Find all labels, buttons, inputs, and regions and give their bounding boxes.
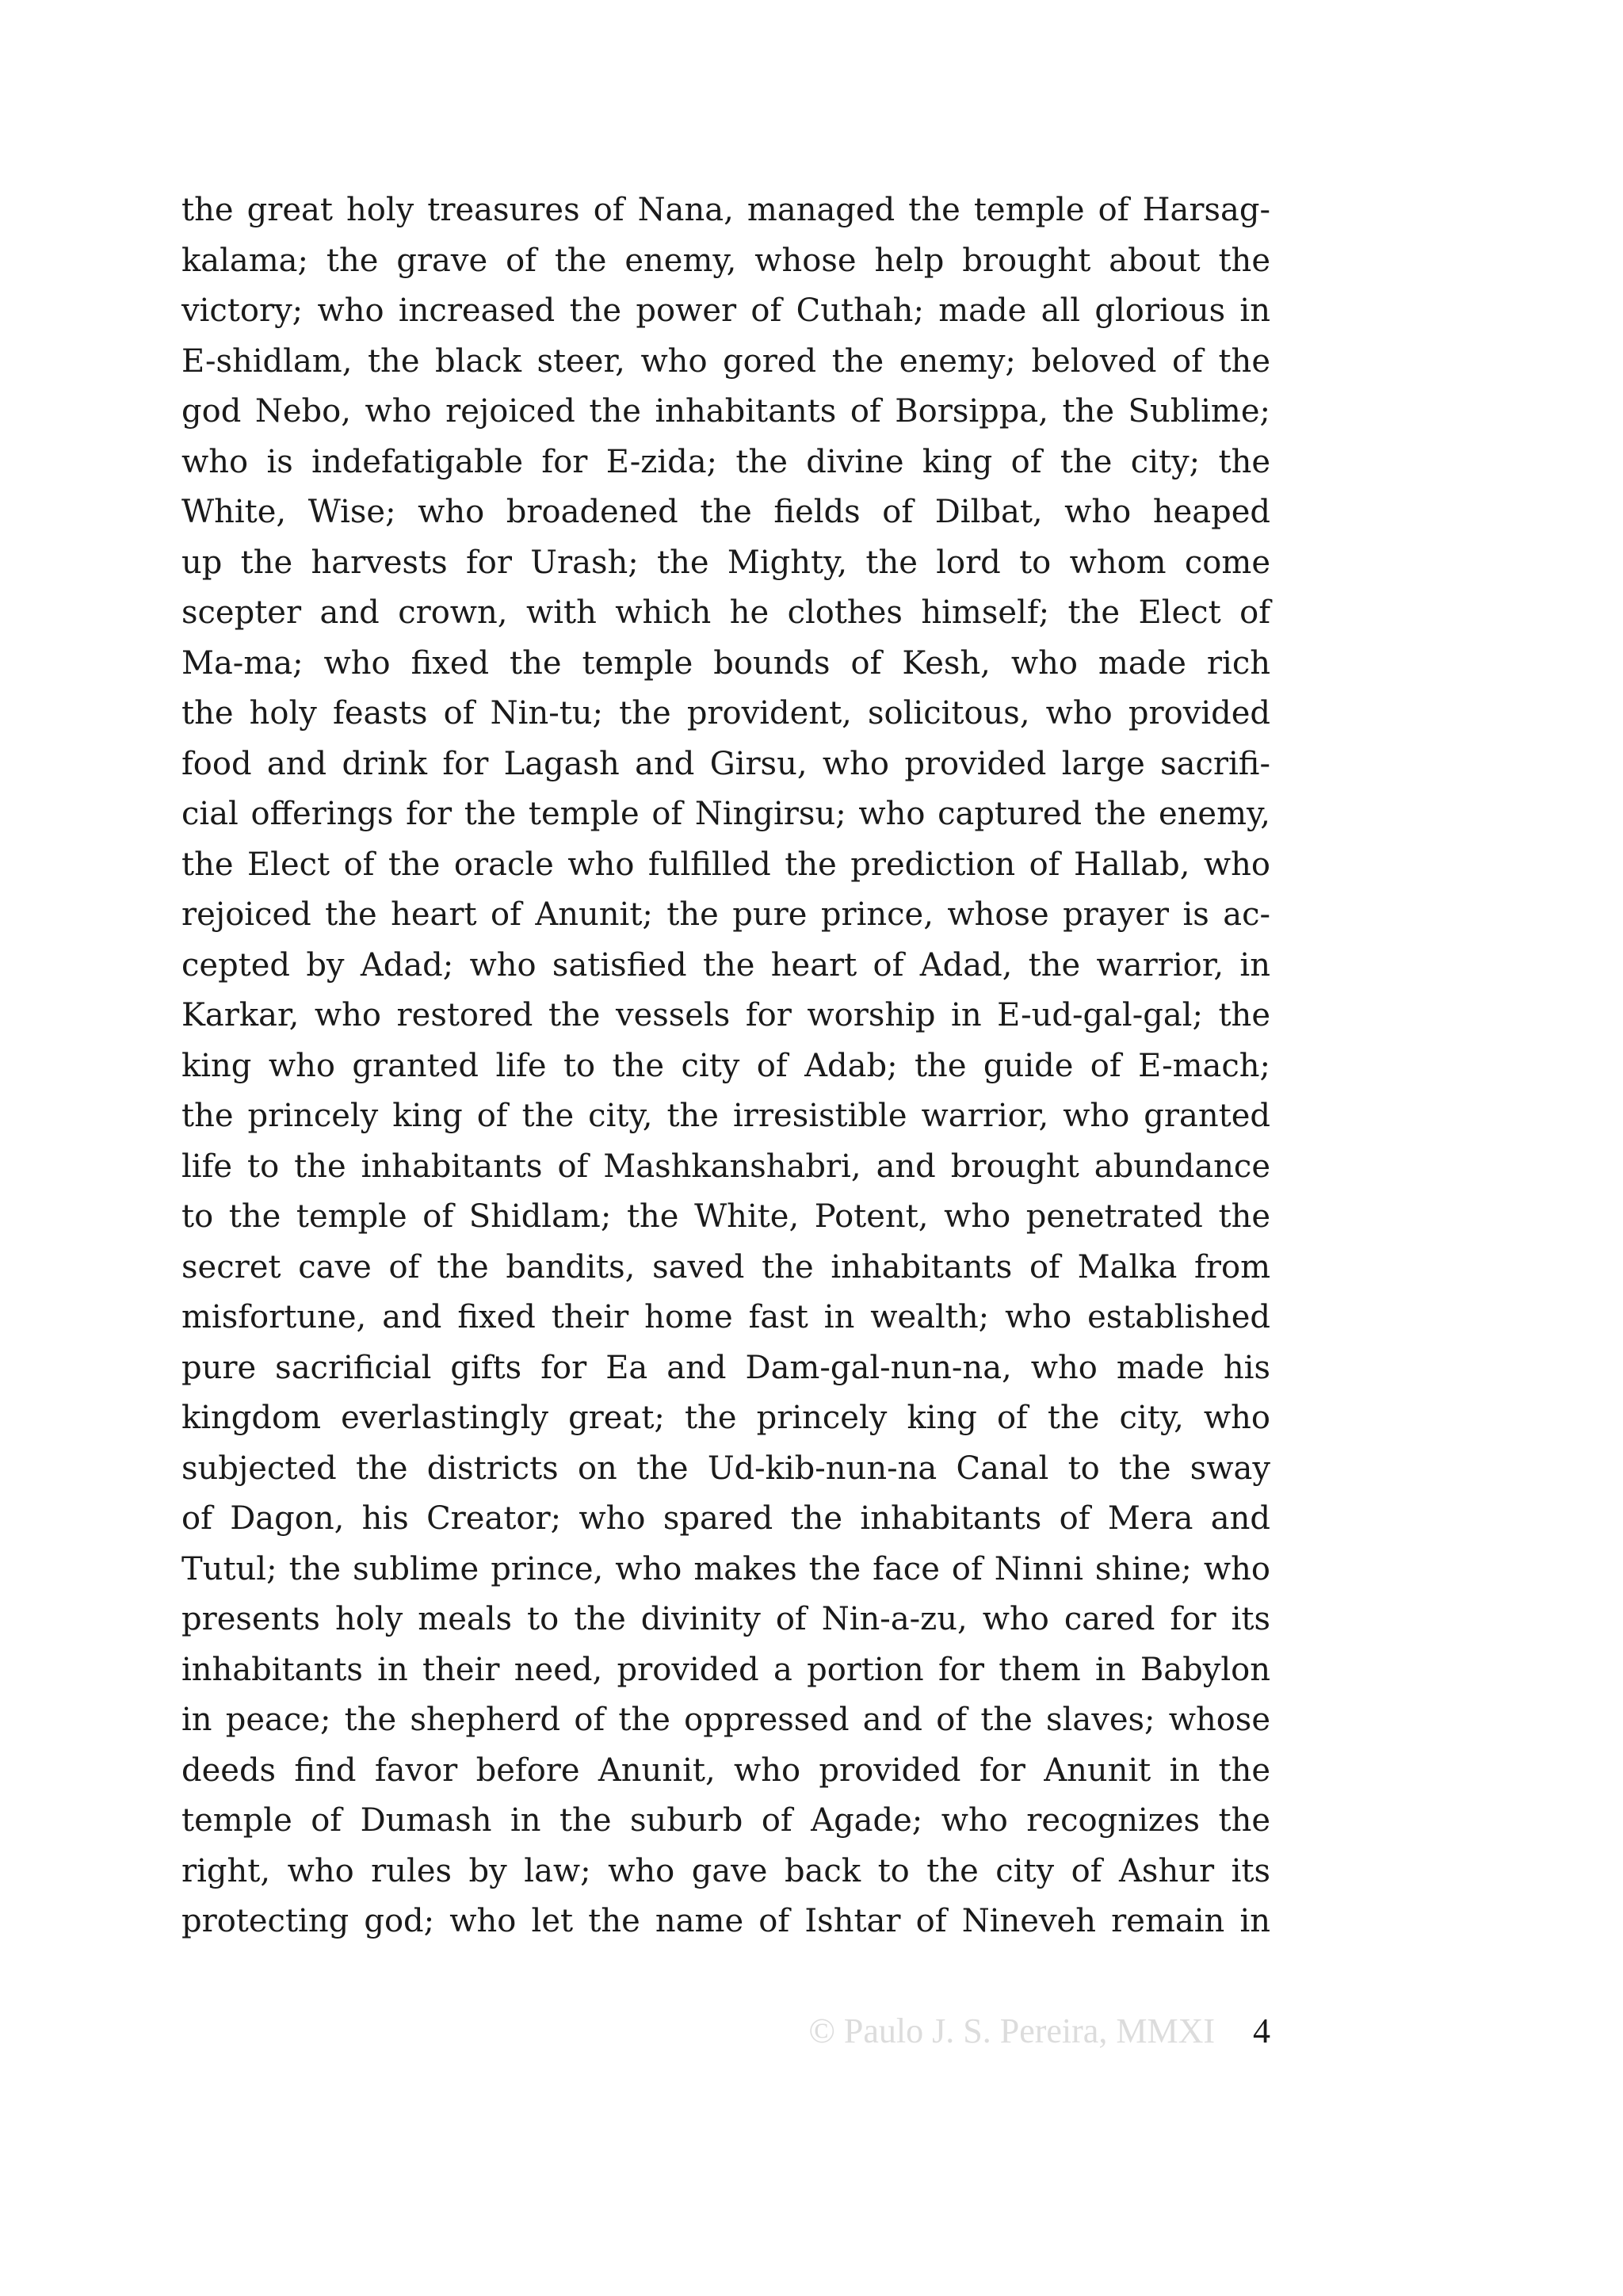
text-line: who is indefatigable for E-zida; the divine king of the city; the xyxy=(181,443,1270,480)
text-line: food and drink for Lagash and Girsu, who provided large sacrifi- xyxy=(181,745,1270,782)
text-line: kalama; the grave of the enemy, whose help brought about the xyxy=(181,242,1270,279)
text-line: of Dagon, his Creator; who spared the inhabitants of Mera and xyxy=(181,1500,1270,1537)
copyright-watermark: © Paulo J. S. Pereira, MMXI xyxy=(808,2011,1215,2050)
text-line: scepter and crown, with which he clothes himself; the Elect of xyxy=(181,594,1270,631)
text-line: deeds find favor before Anunit, who provided for Anunit in the xyxy=(181,1752,1270,1789)
page-footer xyxy=(181,2003,1270,2058)
text-line: cepted by Adad; who satisfied the heart of Adad, the warrior, in xyxy=(181,946,1270,984)
text-line: victory; who increased the power of Cuthah; made all glorious in xyxy=(181,292,1270,329)
page-number: 4 xyxy=(1253,2011,1270,2050)
text-line: the princely king of the city, the irresistible warrior, who granted xyxy=(181,1098,1270,1134)
text-line: White, Wise; who broadened the fields of Dilbat, who heaped xyxy=(181,494,1270,530)
text-line: up the harvests for Urash; the Mighty, the lord to whom come xyxy=(181,544,1270,581)
body-text xyxy=(181,185,1270,1947)
text-line: life to the inhabitants of Mashkanshabri, and brought abundance xyxy=(181,1148,1270,1185)
text-line: the holy feasts of Nin-tu; the provident, solicitous, who provided xyxy=(181,695,1270,732)
text-line: rejoiced the heart of Anunit; the pure prince, whose prayer is ac- xyxy=(181,896,1270,933)
text-line: presents holy meals to the divinity of Nin-a-zu, who cared for its xyxy=(181,1601,1270,1637)
text-line: inhabitants in their need, provided a portion for them in Babylon xyxy=(181,1651,1270,1688)
text-line: right, who rules by law; who gave back to the city of Ashur its xyxy=(181,1852,1270,1889)
text-line: god Nebo, who rejoiced the inhabitants of Borsippa, the Sublime; xyxy=(181,393,1270,430)
text-line: to the temple of Shidlam; the White, Potent, who penetrated the xyxy=(181,1198,1270,1235)
text-line: temple of Dumash in the suburb of Agade; who recognizes the xyxy=(181,1802,1270,1839)
text-line: Karkar, who restored the vessels for worship in E-ud-gal-gal; the xyxy=(181,997,1270,1033)
text-line: subjected the districts on the Ud-kib-nun-na Canal to the sway xyxy=(181,1450,1270,1487)
text-line: Ma-ma; who fixed the temple bounds of Kesh, who made rich xyxy=(181,644,1270,682)
text-line: secret cave of the bandits, saved the inhabitants of Malka from xyxy=(181,1248,1270,1286)
text-line: kingdom everlastingly great; the princely king of the city, who xyxy=(181,1400,1270,1436)
text-line: E-shidlam, the black steer, who gored the enemy; beloved of the xyxy=(181,342,1270,380)
text-line: protecting god; who let the name of Ishtar of Nineveh remain in xyxy=(181,1903,1270,1939)
text-line: in peace; the shepherd of the oppressed and of the slaves; whose xyxy=(181,1702,1270,1738)
text-line: king who granted life to the city of Adab; the guide of E-mach; xyxy=(181,1047,1270,1084)
text-line: the Elect of the oracle who fulfilled the prediction of Hallab, who xyxy=(181,846,1270,883)
text-line: Tutul; the sublime prince, who makes the face of Ninni shine; who xyxy=(181,1550,1270,1587)
text-line: misfortune, and fixed their home fast in wealth; who established xyxy=(181,1299,1270,1335)
text-line: pure sacrificial gifts for Ea and Dam-gal-nun-na, who made his xyxy=(181,1349,1270,1386)
text-line: the great holy treasures of Nana, managed the temple of Harsag- xyxy=(181,192,1270,228)
text-line: cial offerings for the temple of Ningirsu; who captured the enemy, xyxy=(181,796,1270,832)
